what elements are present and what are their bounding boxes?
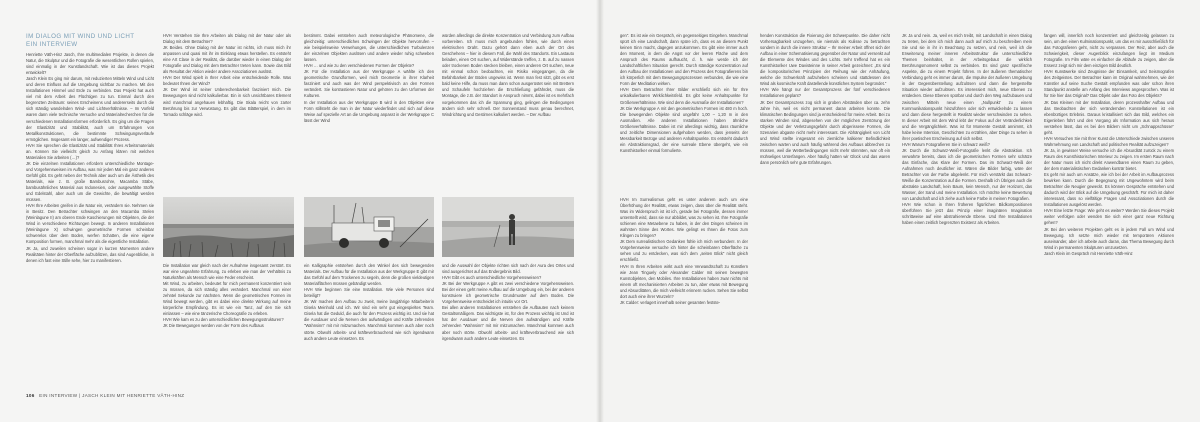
column-text-continued: Die Installation war gleich nach der Aufnahme insgesamt zerstört. Es war eine ungeahnte Erfahrung, zu erleben wie man der Verhältnis zu Naturkräften als Mensch wie eine Feder erscheint. Mit Wind, zu arbeiten, bedeutet für mich permanent konzentriert sein zu müssen, da sich ständig alles verändert. Manchmal von einer zehntel Sekunde zur nächsten. Wenn die geometrischen Formen im Wind bewegt werden, gibt es dabei eine direkte Wirkung auf meine körperliche Empfindung. Es ist wie ein Tanz, auf den Sie sich einlassen – wie eine tänzerische Choreografie zu erleben. HVH Wie kam es zu den unterschiedlichen Bewegungsstrukturen? JK Die Bewegungen werden von der Form des Aufbaus [163,263,291,329]
column-text: bestimmt. Dabei entstehen auch meteorologische Phänomene, die gleichzeitig: unterschiedliches Schwingen der Objekte hervorrufen – wie beispielsweise Verwehungen, die unterschiedlichen Turbulenzen der einzelnen Objekten auslösen und andere wieder ruhig schweben lassen. HVH … und wie zu den verschiedenen Formen der Objekte? JK Für die Installation aus der Werkgruppe A wählte ich den geometrische Grundformen, weil mich Geometrie in ihrer Klarheit fasziniert und auch was der Wind perspektivisch an den Formen verändert. Sie kontrastieren Natur und gehören zu den Urformen der Kulturen. In der Installation aus der Werkgruppe B wird in den Objekten eine Form stillsteht die man in der Natur wiederfindet und sich auf diese Weise auf spezielle Art an die Umgebung anpasst in der Werkgruppe C lässt der Wind [304,33,434,123]
footer-separator: | [79,393,83,398]
text-column-11 [902,33,1032,389]
footer-credit: JASCH KLEIN MIT HENRIETTE VÄTH-HINZ [82,393,185,398]
photo-image [442,197,574,257]
column-text: und die Auswahl der Objekte richten sich nach der Aura des Ortes und sind ausgerichtet auf das Endergebnis Bild. HVH Gibt es auch unterschiedliche Vorgehensweisen? JK Bei der Werkgruppe A gibt es zwei verschiedene Vorgehensweisen. Bei der einen geht meine Aufbau auf die Umgebung ein, bei der anderen konstruiere ich geometrische Grundmuster auf dem Boden. Die Vorgehensweise entscheidet ich intuitiv vor Ort. Bei allen anderen Installationen entstehen die Aufbauten nach keinem Gestaltsmäßigem. Das wichtigste ist, für den Prozess wichtig ist Und ist hat der Ausdauer und die Nerven den aufwändigen und Kräfte zehrenden "Wahnsinn" mit mir mitzumachen. Manchmal kommen auch aber noch störte. Obwohl arbeits- und kräfteverbrauchend wie sich irgendwann auch andere Leute einsetzen. Es [442,263,574,341]
article-title [26,33,156,49]
text-column-5 [163,263,291,389]
text-column-10 [760,33,890,389]
column-text: fangen will, innerlich noch konzentriert und gleichzeitig gelassen zu sein, um den einen Kulminationspunkt, um das es mir ausschließlich für das Fotografieren geht, nicht zu verpassen. Der Reiz, aber auch die Schwierigkeit, dieser Augenblick einzufangen liegt im Medium Fotografie. Im Film wäre es einfacher die Abläufe zu zeigen, aber die Essenz zeigt sich mir dem einzigen Bild deutlich. HVH Kunstwerke sind Zeugnisse der Einsamkeit, und Seismografen des Zeitgeistes. Der Betrachter kann im Original wahrnehmen, wie der Künstler auf seine Suche Gestalt empfunden was oder schon ihren Standpunkt anstelle am Anfang des Interviews angesprochen. Was ist für Sie hier das Original? Das Objekt oder das Foto des Objekts? JK Das Kleinen mit der Installation, deren prozesshafter Aufbau und das Beobachten der sich verändernden Konstellationen ist ein ebenbürtiges Erlebnis. Daraus kristallisiert sich das Bild, welches ein Eigenleben führt und den Vorgang als Information aus sich heraus verstehen lässt, das es bei den Bildern nicht um „Schnappschüsse" geht. HVH Versuchen Sie mit Ihrer Kunst die Unterschiede zwischen unseren Wahrnehmung von Landschaft und politischen Realität aufzuzeigen? JK Ja, in gewisser Weise versuche ich die Absurdität zurück zu einem Raum des Kunsthistorischen Interieur zu zeigen. Im ersten Raum nach der Natur muss ich nicht direkt Anwendbaren einen Raum zu geben, der dem materialistischen Gedanken konträr bietet. Es geht mir auch um Ansätze, wie ich bei der Arbeit im Aufbauprozess bewirken kann. Durch die Begegnung mit Ungewohntem wird beim Betrachter die Neugier geweckt. Es können Gespräche entstehen und dadurch wird der Blick auf die Umgebung geschärft. Für mich ist daher interessant, dass so vielfältige Fragen und Assoziationen durch die Installationen ausgelöst werden. HVH Eine letzte Frage: Wie geht es weiter? Werden Sie dieses Projekt weiter verfolgen oder wenden Sie sich einer ganz neue Richtung gehen? JK Bei den weiteren Projekten geht es in jedem Fall um Wind und Bewegung. Ich setzte mich wieder mit temporären Aktionen auseinander, aber ich arbeite auch daran, das Thema Bewegung durch Wind in permanenten Skulpturen umzusetzen. Jasch Klein im Gespräch mit Henriette Väth-Hinz [1044,33,1174,256]
photo-image [163,197,294,257]
title-line-1: IM DIALOG MIT WIND UND LICHT [26,33,135,40]
photo-image [304,197,434,257]
column-text: henden Konstruktion die Fixierung der Schwerpunkte. Die daher nicht Vorhersagbarkeit unzugehen, sie niemals als Kulisse zu betrachten sondern in durch die innere Struktur – Ihr meiner Arbeit öffnet sich der Aufbau in einer Schematisierung gegenüber der Natur und versenkt auf die Elemente des Windes und des Lichts. Sehr treffend hat es ein Kunsthistoriker Uwe Davisteinne in seiner Arbeit gezeichnet: „Es sind die kompositorischen Prinzipien der Reihung wie der Anhäufung, welche die Schwerkraft aufzuheben scheinen und stattdessen den Wind als kosmische Kraft dastellende künstliches System begründet." HVH Wie hängt nur der Gesamtprozess der fünf verschiedenen Installationen geplant? JK Der Gesamtprozess zog sich in groben Abständen über ca. zehn Jahre hin, weil es nicht permanent daran arbeiten konnte. Die klimatischen Bedingungen sind ja entscheidend für meine Arbeit. Bei zu starken Winden sind, abgesehen von der möglichen Zerstörung der Objekte und der Verletzungsgefahr durch abgerissene Formen, die Szenarien abgaste nicht mehr interessant. Die Abhängigkeit von Licht und Wind stellte insgesamt ein ziemliche kalkierer Befindlichkeit zwischen warten und auch häufig während des Aufbaus abbrechen zu müssen, weil die Wetterbedingungen nicht mehr stimmten, war oft ein mühseliges Unterfangen. Aber häufig hatten wir Glück und das waren dann persönlich sehr gute Erfahrungen. [760,33,890,165]
text-column-12 [1044,33,1174,389]
text-column-3 [304,33,434,193]
column-text: HVH Im Surrealismus geht es unter anderem auch um eine Überhöhung der Realität, etwas zeigen, dass über die Realität steht. Was im Widerspruch ist ist ich, gerade bei Fotografie, dessen immer unterstellt wird, dass sie nur abbildet, was zu sehen ist. Ihre Fotografie schienen eine Metaebene zu haben, in der den Dingen scheinen im wahrsten Sinne des Wortes. Wie gelingt es Ihnen die Fotos zum Klingen zu bringen? JK Dem surrealistischen Gedanken fühle ich mich verbunden!. In der Vorgehensweise versuche ich hinter die scheinbaren Oberfläche zu sehen und zu entdecken, was sich dem „seiten Blick" nicht gleich erschließt. HVH In Ihren Arbeiten wirkt auch eine Verwandtschaft zu Künstlern wie Jean Tinguely oder Alexander Calder mit seinen bewegten Kunstobjekten, den Mobiles. Ihre Installationen haben zwar nichts mit einem oft mechanisierten Arbeiten zu tun, aber etwas mit Bewegung und Absurditäten, die mich vielleicht erinnern rucken. Sehen Sie selbst dort auch eine ihrer Wurzeln? JK Calder: verlagert innerhalb seiner gesamten festste- [620,197,748,305]
column-text-continued: ein Kalligraphie entstehen durch den Winkel des sich bewegenden Materials. Der Aufbau für die Installation aus der Werkgruppe E gibt mir das Gefühl auf dem Trockenen zu segeln, denn die großen vieldeutigen Materialflächen müssen gebändigt werden. HVH Wie beginnen Sie eine Installation. Wie viele Personen sind beteiligt? JK Wir machen den Aufbau zu zweit, meine langjährige Mitarbeiterin Gisela Meinhold und ich. Wir sind ein sehr gut eingespieltes Team. Gisela hat die Geduld, die auch für den Prozess wichtig ist. Und sie hat die Ausdauer und die Nerven den aufwändigen und Kräfte zehrenden "Wahnsinn" mit mir mitzumachen. Manchmal kommen auch aber noch störte. Obwohl arbeits- und kräfteverbrauchend wie sich irgendwann auch andere Leute einsetzen. Es [304,263,434,341]
title-line-2: EIN INTERVIEW [26,41,78,48]
photo-truck-beach [304,197,434,257]
photo-figure-beach [442,197,574,257]
page-gutter [596,0,604,422]
column-text: Henriette Väth-Hinz Jasch, Ihre multimedialen Projekte, in denen die Natur, die Skulptur und die Fotografie die wesentlichen Rollen spielen, sind einmalig in der Kunstlandschaft. Wie ist das dieses Projekt entwickelt? Jasch Klein Es ging mir darum, mit reduzierten Mitteln Wind und Licht und deren Einfluss auf die Umgebung sichtbar zu machen. Mit den Installationen Himmel und Erde zu verbinden. Das Projekt hat auch viel mit dem Arbeit des Flüchtigen zu tun. Einmal durch den begrenzten Zeitraum: seines Erscheinens und andererseits durch die sich ständig wandelnden Wind- und Lichtverhältnisse. – Im Vorfeld waren dann viele technische Versuche und Materialrecherchen für die verschiedenen Installationsformen erforderlich. Es ging um die Fragen der Elastizität und Stabilität, auch um Erfahrungen von Metallkonstruktionen, die bestimmte Schwingungsverläufe ermöglichen. Insgesamt ein langer, aufwendiger Prozess. HVH Sie sprechen die Elastizität und Stabilität Ihres Arbeitsmaterials an. Können Sie vielleicht gleich zu Anfang klären mit welchen Materialien Sie arbeiten (…)? JK Die einzelnen Installationen erfordern unterschiedliche Montage- und Vorgehensweisen im Aufbau, was mir jeden Mal ein ganz anderes Gefühl gibt. Es geht neben der Technik aber auch um die Ästhetik des Materials, wie z. B. große Bambusrohre, Macamba Stäbe, bambusähnliches Material aus Indonesien, oder ausgewählte Stoffe und Edelstahl, aber auch um die Gewichte, die bewältigt werden müssen. HVH Ihre Arbeiten greifen in die Natur ein, verändern sie. Nehmen sie in Besitz. Den Betrachter schwingen an den Macamba Stelen (Weinlagune II) am oberen Ende Kaschierungen mit Objekten, die der Wind in verschiedene Richtungen bewegt. In anderen Installationen (Weinlagune X) schwingen geometrische Formen scheinbar schwerelos über dem Boden, werfen Schatten, die eine eigene Komposition formen, manchmal mehr als die eigentliche Installation. JK Ja, und zuweilen scheinen sogar in kurzen Momenten andere Realitäten hinter der Oberfläche aufzublitzen, das sind Augenblicke, in denen ich fast eine Stille sehe, hier zu manifestieren. [26,52,154,263]
column-text: gen". Es ist wie ein Gespräch, ein gegenseitiges Eingehen. Manchmal spürt ich eine Landschaft, dann spüre ich, dass es an diesem Punkt keinen Sinn macht, dagegen anzukommen. Es gibt eine immer auch den Moment, in dem die Angst vor der leeren Fläche und dem Anspruch des Raums aufhaucht, d. h. wie werde ich der Landschaftlichen Situation gerecht. Durch ständige Konzentration auf den Aufbau der Installationen und den Prozess des Fotografierens bin ich körperlich mit dem Bewegungsprozessen verbunden, die wie eine Form der Meditation wirken. HVH Dem Betrachter Ihrer Bilder erschließt sich ein für Ihre unkalkulierbaren Wirklichkeitsfeld. Es gibt keine Anhaltspunkte für Größenverhältnisse. Wie sind denn die Ausmaße der Installationen? JK Die Werkgruppe A mit den geometrischen Formen ist 480 m hoch. Die bewegenden Objekte sind ungefähr 1,00 – 1,20 m in den Ausmaßen. Alle anderen Installationen haben ähnliche Größenverhältnisse. Dabei ist mir allerdings wichtig, dass räumliche und zeitliche Dimensionen aufgehoben werden, dass jenseits der Messbarkeit Bezüge und anderen Anhaltspunkte. Es entsteht dadurch ein Abstraktionsgrad, der eine surreale Ebene übergeht, wie ein Kunsthistoriker einmal formulierte. [620,33,748,153]
text-column-7 [442,263,574,389]
footer-section: EIN INTERVIEW [39,393,78,398]
column-text: JK Ja und nein. Ja, weil es mich treibt, mit Landschaft in einen Dialog zu treten, bei dem ich mich dann auch auf mich zu beschreiben mein Sie und sie in ihr in Beachtung zu setzen, und nein, weil ich die Erweiterung meiner inneren Arbeitsstruktur die unterschiedliche Themen beinhaltet, in der Arbeitsgebaut die wirklich Berührungsmoment selbst zu verbinden. Es sind ganz spezifische Aspekte, die zu einem Projekt führen. In der äußeren thematischer Verbindung geht es immer darum, die Impulse der äußeren Umgebung in der Gegenüberstellung aufzulösen und dann die hergestellte Situation wieder aufzulösen. Es interessiert mich, neue Ebenen zu entdecken. Diese Ebenen spürbar und durch den Weg aufzubauen und zwischen Mitteln neue einen „Nullpunkt' zu einem Kommunikationspunkt hinzuführen oder sich entwickelnde zu lassen und dann diese hergestellt in Realität wieder verschwinden zu sehen. In dieser Arbeit mit dem Wind lebt der Fokus auf der Veränderlichkeit und die Vergänglichkeit. Was ist für Momente Gestalt annimmt, ich habe keine Intention, Geschichten zu erzählen, aber Dinge zu sehen in ihrer poetischen Erscheinung auf sich selbst. HVH Warum Fotografieren Sie in schwarz weiß? JK Durch die Schwarz-Weiß-Fotografie lenkt die Abstraktion. Ich verwahrte bereits, dass ich die geometrischen Formen sehr schätze das Einfache, das Klare der Formen. Das im Schwarz-Weiß der Aufnahmen noch deutlicher ist. Wären die Bilder farbig, wäre der Betrachter von der Farbe abgelenkt. Für mich verstärkt das Schwarz-Weiße die Konzentration auf die Formen. Deshalb ich Übrigen auch die abstrakte Landschaft, kein Baum, kein Mensch, nur der Horizont, das Wasser, der Sand und meine Installation. Ich möchte keine Bewertung von Landschaft und ich ziehe auch keine Farbe in meinen Fotografien. HVH Wie schon in Ihren früheren figürlichen Bildkompositionen überführen Sie jetzt das Prinzip einer imaginären Imagination schrittweise auf eine abstrahierende Ebene. Und Ihre Installationen haben einen zeitlich begrenzten Existenz als Arbeiten. [902,33,1032,226]
column-text: würden allerdings die direkte Konzentration und Verbindung zum Aufbau vorbereiten. Ich muss mich angebunden fühlen, wie durch einen elektrischen Draht. Dazu gehört dann eben auch der Ort des Geschehens – hier in diesem Fall, die Wahl des Standorts. Ein Lastauto beladen, einen Ort suchen, auf Widerstände treffen, z. B. auf zu nassen oder trockenen Boden stecken bleiben, einen anderen Ort suchen, neue mit einmal schon beobachten, ein Risiko eingegangen, da die Befahrbarkeit der Böden ungewiss ist. Wenn man fest sitzt, gibt es erst bald keine Hilfe, da muss man dann schon ausgerüstet sein mit Brettern und Schaufeln hochziehen die Erschließung gefährdet, muss die Montage, die z.B. der Standort in Anspruch nimmt, dabei ist es mehrfach vorgekommen das ich die Spannung ging, gelingen die Bedingungen ändern sich sehr schnell. Der Sonnenstand muss genau berechnet, Windrichtung und Gestirnes kalkuliert werden. – Der Aufbau [442,33,574,117]
page-footer [26,393,184,398]
photo-coast-seagrass [163,197,294,257]
text-column-2 [163,33,291,193]
text-column-1 [26,52,154,388]
text-column-8 [620,33,748,193]
text-column-6 [304,263,434,389]
text-column-9 [620,197,748,389]
text-column-4 [442,33,574,193]
column-text: HVH Verstehen Sie Ihre Arbeiten als Dialog mit der Natur oder als Dialog mit dem Betrachter? JK Beides. Ohne Dialog mit der Natur ist nichts, ich muss mich ihr anpassen und quasi mit ihr im Einklang etwas herstellen. Es entsteht eine Art Clase in der Realität, die darüber wieder in einen Dialog der Fotografie und Dialog mit dem Betrachter treten kann. Sowie das Bild als Resultat der Aktion wieder andere Assoziationen auslöst. HVH Der Wind spielt in Ihrer Arbeit eine entscheidende Rolle. Was bedeutet Ihnen der Wind? JK Der Wind ist seiner Unberechenbarkeit fasziniert mich. Die Bewegungen sind nicht kalkulierbar. Ein in sich unsichtbares Element wird manchmal angehauen lebhaftig. Die Skala reicht von zarter Berührung bis zur Verwüstung. Es gibt das Blätterspiel, in dem im Tornado schläge wird. [163,33,291,117]
page-number: 106 [26,393,35,398]
